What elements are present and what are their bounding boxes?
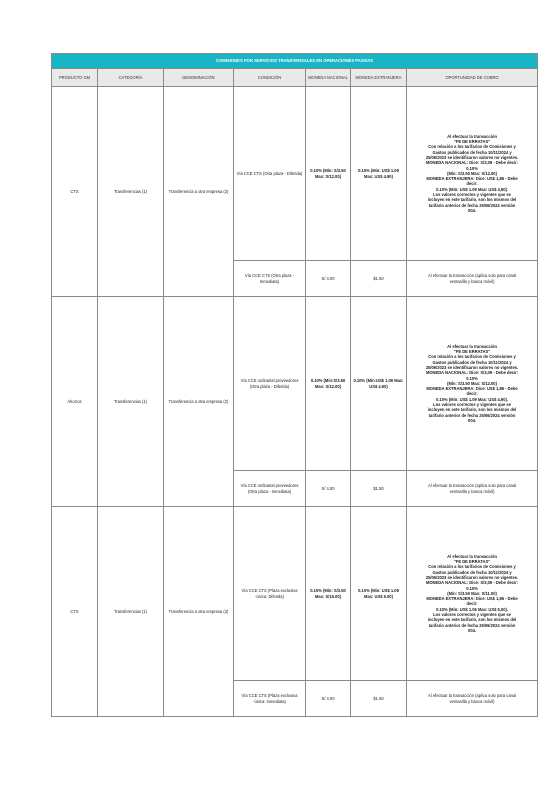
oportunidad-line: Gastos publicados de fecha 10/11/2024 y [432, 359, 512, 365]
header-producto: PRODUCTO GM [52, 69, 98, 87]
oportunidad-line: decir: [466, 601, 478, 607]
oportunidad-line: 0.10% (Min: US$ 1.09 Max: US$ 4,90). [436, 186, 508, 192]
producto-cell: CTS [52, 507, 98, 717]
header-categoria: CATEGORÍA [98, 69, 164, 87]
oportunidad-line: incluyen en este tarifario, son los mismos del [427, 197, 517, 203]
oportunidad-line: Los valores correctos y vigentes que se [433, 402, 511, 408]
condicion-cell: Vía CCE CTS (Plaza exclusiva -única: Diferida) [234, 507, 306, 681]
condicion-cell: Vía CCE CTS (Otra plaza - Diferida) [234, 87, 306, 261]
oportunidad-line: 004. [468, 208, 477, 214]
oportunidad-line: Los valores correctos y vigentes que se [433, 612, 511, 618]
oportunidad-line: Gastos publicados de fecha 10/11/2024 y [432, 569, 512, 575]
header-condicion: CONDICIÓN [234, 69, 306, 87]
oportunidad-line: decir: [466, 391, 478, 397]
table-row [52, 87, 538, 261]
moneda-extranjera-cell: 0.10% (Min: US$ 1.09 Max: US$ 5.00) [351, 507, 407, 681]
moneda-nacional-cell: S/ 4.00 [306, 681, 351, 717]
oportunidad-line: MONEDA NACIONAL: Dice: S/3,09 - Debe decir: [425, 160, 519, 166]
oportunidad-line: MONEDA EXTRANJERA: Dice: US$ 1,86 - Debe [426, 596, 518, 602]
moneda-extranjera-cell: $1.50 [351, 261, 407, 297]
oportunidad-line: Al efectuar la transacción (aplica solo para canal [428, 273, 517, 279]
denominacion-cell: Transferencia a otra empresa (2) [164, 87, 234, 297]
oportunidad-line: 004. [468, 418, 477, 424]
oportunidad-line: tarifario anterior de fecha 25/06/2024 versión [428, 412, 516, 418]
oportunidad-line: MONEDA EXTRANJERA: Dice: US$ 1,86 - Debe [426, 386, 518, 392]
oportunidad-line: Al efectuar la transacción [447, 133, 497, 139]
oportunidad-line: 25/06/2023 se identificaron valores no vigentes. [425, 364, 519, 370]
moneda-extranjera-cell: 0.10% (Min: US$ 1.09 Max: US$ 4.90) [351, 87, 407, 261]
oportunidad-line: "FE DE ERRATAS" [453, 138, 491, 144]
oportunidad-line: (Mín: S/3.50 Max: S/12.00) [447, 380, 497, 386]
moneda-nacional-cell: S/ 4.00 [306, 471, 351, 507]
oportunidad-line: ventanilla y banca móvil) [449, 488, 495, 494]
oportunidad-line: 25/06/2023 se identificaron valores no vigentes. [425, 574, 519, 580]
header-denominacion: DENOMINACIÓN [164, 69, 234, 87]
oportunidad-line: (Mín: S/3.50 Max: S/12.00) [447, 170, 497, 176]
oportunidad-cell [407, 297, 538, 471]
oportunidad-line: MONEDA NACIONAL: Dice: S/3,09 - Debe decir: [425, 370, 519, 376]
oportunidad-line: Al efectuar la transacción [447, 553, 497, 559]
table-row [52, 507, 538, 681]
oportunidad-line: "FE DE ERRATAS" [453, 558, 491, 564]
table-body [52, 87, 538, 717]
denominacion-cell: Transferencia a otra empresa (2) [164, 297, 234, 507]
header-oportunidad: OPORTUNIDAD DE COBRO [407, 69, 538, 87]
producto-cell: CTS [52, 87, 98, 297]
oportunidad-line: ventanilla y banca móvil) [449, 278, 495, 284]
oportunidad-line: 0.10% (Min: US$ 1.06 Max: US$ 5,00). [436, 606, 508, 612]
oportunidad-line: Con relación a los tarifarios de Comisiones y [428, 144, 516, 150]
oportunidad-line: Al efectuar la transacción [447, 343, 497, 349]
producto-cell: Ahorros [52, 297, 98, 507]
oportunidad-line: 25/06/2023 se identificaron valores no vigentes. [425, 154, 519, 160]
oportunidad-line: incluyen en este tarifario, son los mismos del [427, 407, 517, 413]
fee-table-page [51, 53, 537, 717]
condicion-cell: Vía CCE CTS (Plaza exclusiva -única: Inmediata) [234, 681, 306, 717]
categoria-cell: Transferencias (1) [98, 87, 164, 297]
table-row [52, 297, 538, 471]
categoria-cell: Transferencias (1) [98, 507, 164, 717]
oportunidad-cell [407, 681, 538, 717]
header-moneda-extranjera: MONEDA EXTRANJERA [351, 69, 407, 87]
oportunidad-line: 0.10% [466, 165, 478, 171]
oportunidad-line: Con relación a los tarifarios de Comisiones y [428, 354, 516, 360]
oportunidad-line: decir: [466, 181, 478, 187]
oportunidad-line: 0.10% (Min: US$ 1.09 Max: US$ 4,90). [436, 396, 508, 402]
oportunidad-line: 0.10% [466, 375, 478, 381]
oportunidad-line: tarifario anterior de fecha 25/06/2024 versión [428, 622, 516, 628]
moneda-extranjera-cell: 0.10% (Min:US$ 1.09 Max: US$ 4.90) [351, 297, 407, 471]
oportunidad-line: ventanilla y banca móvil) [449, 698, 495, 704]
oportunidad-line: tarifario anterior de fecha 25/06/2024 versión [428, 202, 516, 208]
condicion-cell: Vía CCE ordinarial proveedores (Otra plaza - Diferida) [234, 297, 306, 471]
fee-table [51, 53, 538, 717]
moneda-nacional-cell: 0.10% (Mín:S/3.50 Max: S/12.00) [306, 297, 351, 471]
oportunidad-line: Al efectuar la transacción (aplica solo para canal [428, 693, 517, 699]
moneda-nacional-cell: 0.10% (Mín: S/3.50 Max: S/12.00) [306, 87, 351, 261]
header-moneda-nacional: MONEDA NACIONAL [306, 69, 351, 87]
oportunidad-line: Gastos publicados de fecha 10/11/2024 y [432, 149, 512, 155]
moneda-extranjera-cell: $1.50 [351, 471, 407, 507]
oportunidad-line: 0.10% [466, 585, 478, 591]
oportunidad-line: "FE DE ERRATAS" [453, 348, 491, 354]
oportunidad-line: Los valores correctos y vigentes que se [433, 192, 511, 198]
oportunidad-line: Al efectuar la transacción (aplica solo para canal [428, 483, 517, 489]
oportunidad-line: MONEDA EXTRANJERA: Dice: US$ 1,86 - Debe [426, 176, 518, 182]
moneda-nacional-cell: S/ 4.00 [306, 261, 351, 297]
condicion-cell: Vía CCE ordinarial proveedores (Otra plaza - Inmediata) [234, 471, 306, 507]
oportunidad-cell [407, 261, 538, 297]
moneda-nacional-cell: 0.10% (Mín: S/3.50 Max: S/15.00) [306, 507, 351, 681]
oportunidad-cell [407, 471, 538, 507]
oportunidad-line: MONEDA NACIONAL: Dice: S/3,09 - Debe decir: [425, 580, 519, 586]
oportunidad-cell [407, 507, 538, 681]
condicion-cell: Vía CCE CTS (Otra plaza - Inmediata) [234, 261, 306, 297]
oportunidad-line: incluyen en este tarifario, son los mismos del [427, 617, 517, 623]
moneda-extranjera-cell: $1.50 [351, 681, 407, 717]
oportunidad-line: (Mín: S/3.50 Max: S/11.00) [447, 590, 497, 596]
table-title: COMISIONES POR SERVICIOS TRANSVERSALES EN OPERACIONES PASIVAS [52, 54, 538, 69]
oportunidad-line: 004. [468, 628, 477, 634]
oportunidad-line: Con relación a los tarifarios de Comisiones y [428, 564, 516, 570]
denominacion-cell: Transferencia a otra empresa (2) [164, 507, 234, 717]
oportunidad-cell [407, 87, 538, 261]
categoria-cell: Transferencias (1) [98, 297, 164, 507]
